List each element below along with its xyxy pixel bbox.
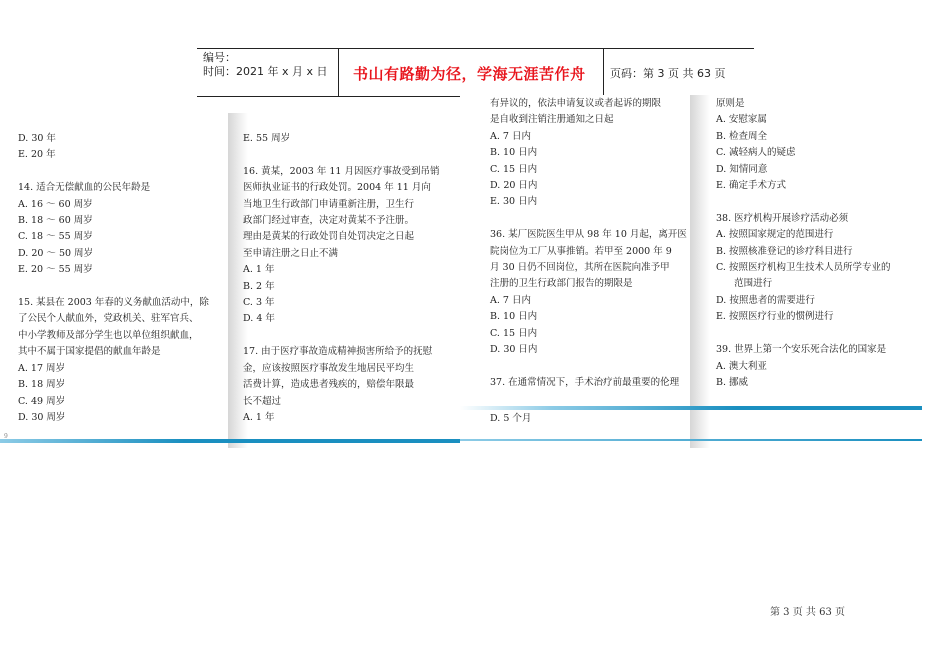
text-line: A. 1 年 [243,411,275,423]
page-header [197,48,754,97]
bottom-blue-bar [460,439,922,441]
text-line: D. 30 年 [18,133,56,144]
text-line: B. 检查周全 [716,130,768,142]
text-line: 范围进行 [716,278,773,290]
text-column-3-tail: D. 5 个月 [490,413,532,424]
text-line [18,164,209,180]
page-marker: 9 [4,433,8,440]
text-line [490,211,687,227]
page-indicator: 页码：第 3 页 共 63 页 [610,67,726,80]
text-line: 39. 世界上第一个安乐死合法化的国家是 [716,344,887,356]
text-line: A. 7 日内 [490,130,531,142]
text-line: A. 16 ～ 60 周岁 [18,198,93,210]
bottom-blue-bar [0,439,460,443]
text-line: 其中不属于国家提倡的献血年龄是 [18,346,161,358]
text-line: 有异议的，依法申请复议或者起诉的期限 [490,98,662,109]
text-line: 医师执业证书的行政处罚。2004 年 11 月向 [243,182,431,194]
text-line: B. 2 年 [243,280,275,292]
text-line: C. 15 日内 [490,327,538,339]
number-label: 编号： [203,51,236,64]
text-line: C. 3 年 [243,297,275,309]
text-line: A. 17 周岁 [18,362,66,374]
text-line: 14. 适合无偿献血的公民年龄是 [18,182,151,194]
header-divider [338,48,339,96]
text-line: 原则是 [716,98,745,109]
page-fold-shadow [690,95,710,448]
text-line: C. 按照医疗机构卫生技术人员所学专业的 [716,262,891,274]
text-line: 37. 在通常情况下，手术治疗前最重要的伦理 [490,376,680,388]
text-line: E. 55 周岁 [243,133,291,144]
text-line [716,194,890,210]
header-bottom-rule [197,96,460,97]
middle-blue-bar [460,406,922,410]
text-column-4 [716,96,890,391]
header-divider [603,48,604,96]
text-line [490,359,687,375]
text-line: E. 确定手术方式 [716,180,786,192]
text-line: B. 挪威 [716,376,749,388]
text-line [243,328,439,344]
text-column-2 [243,131,439,426]
text-line: 政部门经过审查，决定对黄某不予注册。 [243,215,415,227]
text-line: 17. 由于医疗事故造成精神损害所给予的抚慰 [243,346,433,358]
text-line: 当地卫生行政部门申请重新注册，卫生行 [243,198,415,210]
text-line: D. 知情同意 [716,163,768,175]
text-line: C. 15 日内 [490,163,538,175]
text-line: 16. 黄某，2003 年 11 月因医疗事故受到吊销 [243,165,440,177]
text-line: 院岗位为工厂从事推销。若甲至 2000 年 9 [490,245,672,257]
text-line: B. 10 日内 [490,147,538,159]
text-line: A. 1 年 [243,264,275,276]
text-line: D. 20 日内 [490,180,538,192]
text-line: 注册的卫生行政部门报告的期限是 [490,278,633,290]
text-line: 15. 某县在 2003 年春的义务献血活动中，除 [18,297,209,309]
text-line: E. 20 年 [18,149,56,161]
header-meta [203,51,328,79]
text-line: E. 20 ～ 55 周岁 [18,264,93,276]
text-line [18,279,209,295]
text-line [243,147,439,163]
header-top-rule [197,48,754,49]
right-page-strip [460,95,922,448]
text-line: D. 30 周岁 [18,411,66,423]
text-line: 中小学教师及部分学生也以单位组织献血， [18,329,199,341]
text-line: A. 7 日内 [490,294,531,306]
motto: 书山有路勤为径，学海无涯苦作舟 [353,65,586,83]
text-line: D. 4 年 [243,313,275,325]
text-line: D. 30 日内 [490,344,538,356]
text-line: A. 安慰家属 [716,114,767,126]
text-line: E. 按照医疗行业的惯例进行 [716,311,834,323]
text-line: D. 按照患者的需要进行 [716,294,815,306]
text-line: B. 18 ～ 60 周岁 [18,215,93,227]
text-line [716,326,890,342]
text-line: 理由是黄某的行政处罚自处罚决定之日起 [243,231,415,243]
page-footer: 第 3 页 共 63 页 [770,607,845,618]
text-column-3 [490,96,687,391]
time-label: 时间：2021 年 x 月 x 日 [203,65,328,78]
text-line: 月 30 日仍不回岗位，其所在医院向准予甲 [490,262,670,274]
text-line: E. 30 日内 [490,196,538,208]
text-line: 金，应该按照医疗事故发生地居民平均生 [243,362,415,374]
text-line: 36. 某厂医院医生甲从 98 年 10 月起，离开医 [490,229,687,241]
text-line: 长不超过 [243,395,282,407]
text-line: C. 18 ～ 55 周岁 [18,231,93,243]
text-column-1 [18,131,209,426]
text-line: B. 按照核准登记的诊疗科目进行 [716,245,853,257]
text-line: 活费计算，造成患者残疾的，赔偿年限最 [243,379,415,391]
text-line: C. 49 周岁 [18,395,66,407]
text-line: C. 减轻病人的疑虑 [716,147,796,159]
text-line: 38. 医疗机构开展诊疗活动必须 [716,212,849,224]
text-line: 了公民个人献血外，党政机关、驻军官兵、 [18,313,199,325]
text-line: D. 20 ～ 50 周岁 [18,247,94,259]
text-line: A. 澳大利亚 [716,360,767,372]
text-line: A. 按照国家规定的范围进行 [716,229,834,241]
text-line: 是自收到注销注册通知之日起 [490,114,614,126]
text-line: B. 10 日内 [490,311,538,323]
text-line: B. 18 周岁 [18,379,66,391]
left-page-strip [0,113,460,448]
text-line: 至申请注册之日止不满 [243,247,339,259]
